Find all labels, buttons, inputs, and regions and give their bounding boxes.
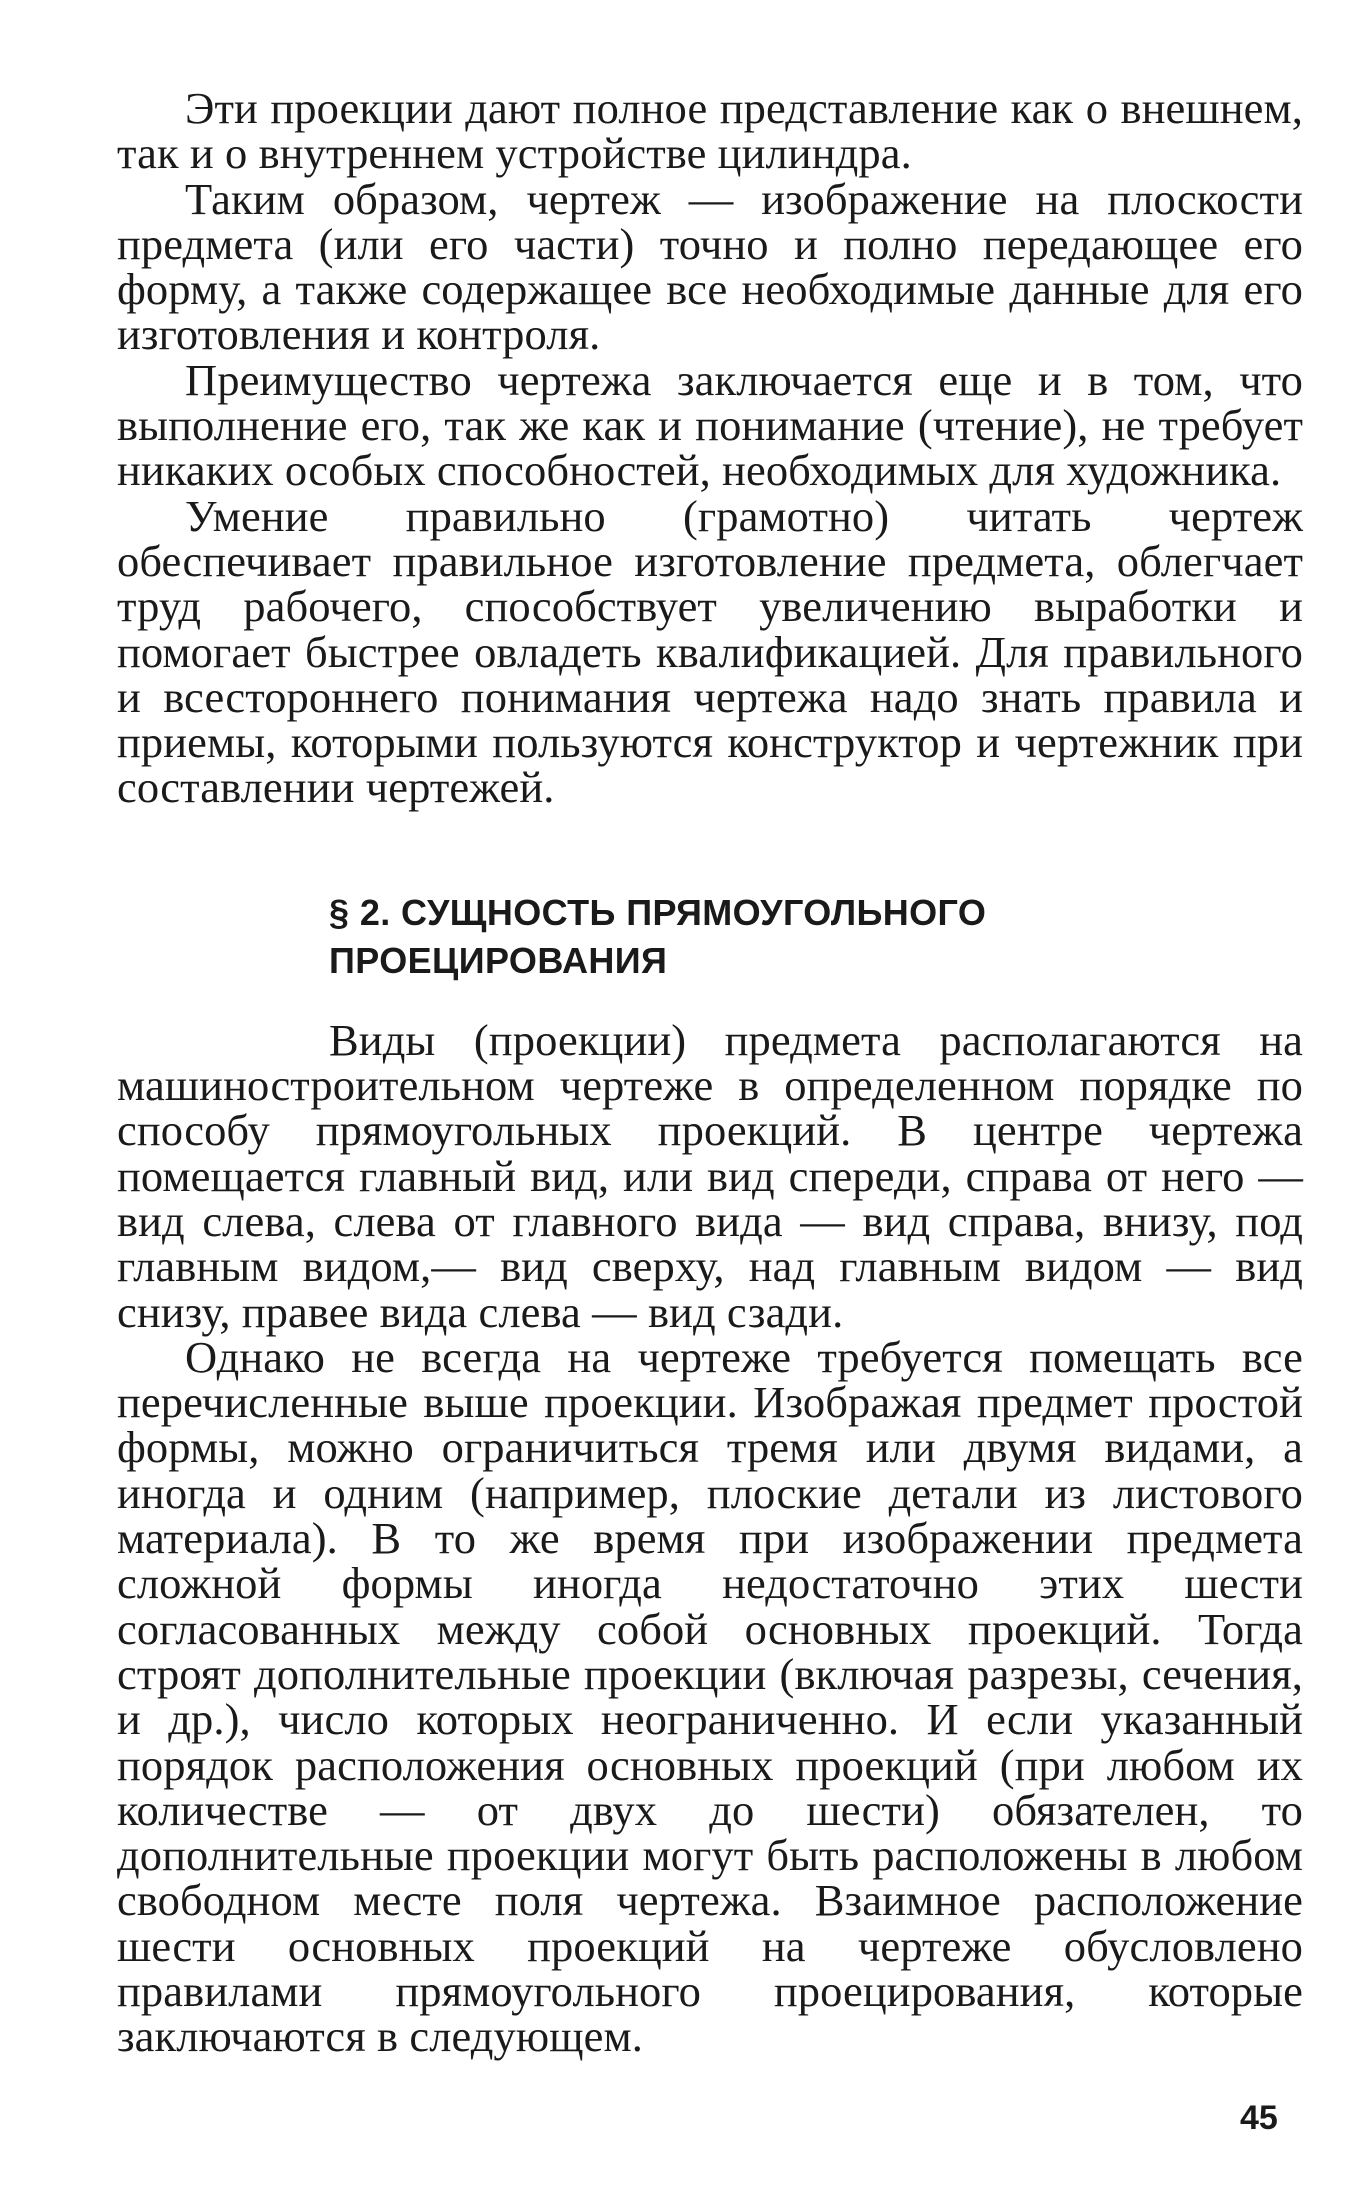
paragraph-reading-skill: Умение правильно (грамотно) читать чертеж обеспечивает правильное изготовление предмета, облегчает труд рабочего, способствует увеличению выработки и помогает быстрее овладеть квалификацией. Для правильного и всестороннего понимания чертежа надо знать правила и приемы, которыми пользуются конструктор и чертежник при составлении чертежей. bbox=[117, 490, 1303, 813]
section-heading-line-2: ПРОЕЦИРОВАНИЯ bbox=[329, 939, 668, 981]
paragraph-drawing-advantage: Преимущество чертежа заключается еще и в том, что выполнение его, так же как и понимание (чтение), не требует никаких особых способностей, необходимых для художника. bbox=[117, 354, 1303, 496]
paragraph-projections-intro: Эти проекции дают полное представление как о внешнем, так и о внутреннем устройстве цилиндра. bbox=[117, 83, 1303, 179]
paragraph-drawing-definition: Таким образом, чертеж — изображение на плоскости предмета (или его части) точно и полно передающее его форму, а также содержащее все необходимые данные для его изготовления и контроля. bbox=[117, 173, 1303, 360]
paragraph-views-arrangement: Виды (проекции) предмета располагаются на машиностроительном чертеже в определенном порядке по способу прямоугольных проекций. В центре чертежа помещается главный вид, или вид спереди, справа от него — вид слева, слева от главного вида — вид справа, внизу, под главным видом,— вид сверху, над главным видом — вид снизу, правее вида слева — вид сзади. bbox=[117, 1014, 1303, 1337]
page-number: 45 bbox=[1240, 2099, 1278, 2137]
document-page bbox=[117, 83, 1303, 2062]
section-heading bbox=[117, 889, 1303, 985]
section-heading-line-1: § 2. СУЩНОСТЬ ПРЯМОУГОЛЬНОГО bbox=[329, 891, 987, 933]
paragraph-additional-projections: Однако не всегда на чертеже требуется помещать все перечисленные выше проекции. Изображая предмет простой формы, можно ограничиться тремя или двумя видами, а иногда и одним (например, плоские детали из листового материала). В то же время при изображении предмета сложной формы иногда недостаточно этих шести согласованных между собой основных проекций. Тогда строят дополнительные проекции (включая разрезы, сечения, и др.), число которых неограниченно. И если указанный порядок расположения основных проекций (при любом их количестве — от двух до шести) обязателен, то дополнительные проекции могут быть расположены в любом свободном месте поля чертежа. Взаимное расположение шести основных проекций на чертеже обусловлено правилами прямоугольного проецирования, которые заключаются в следующем. bbox=[117, 1331, 1303, 2062]
